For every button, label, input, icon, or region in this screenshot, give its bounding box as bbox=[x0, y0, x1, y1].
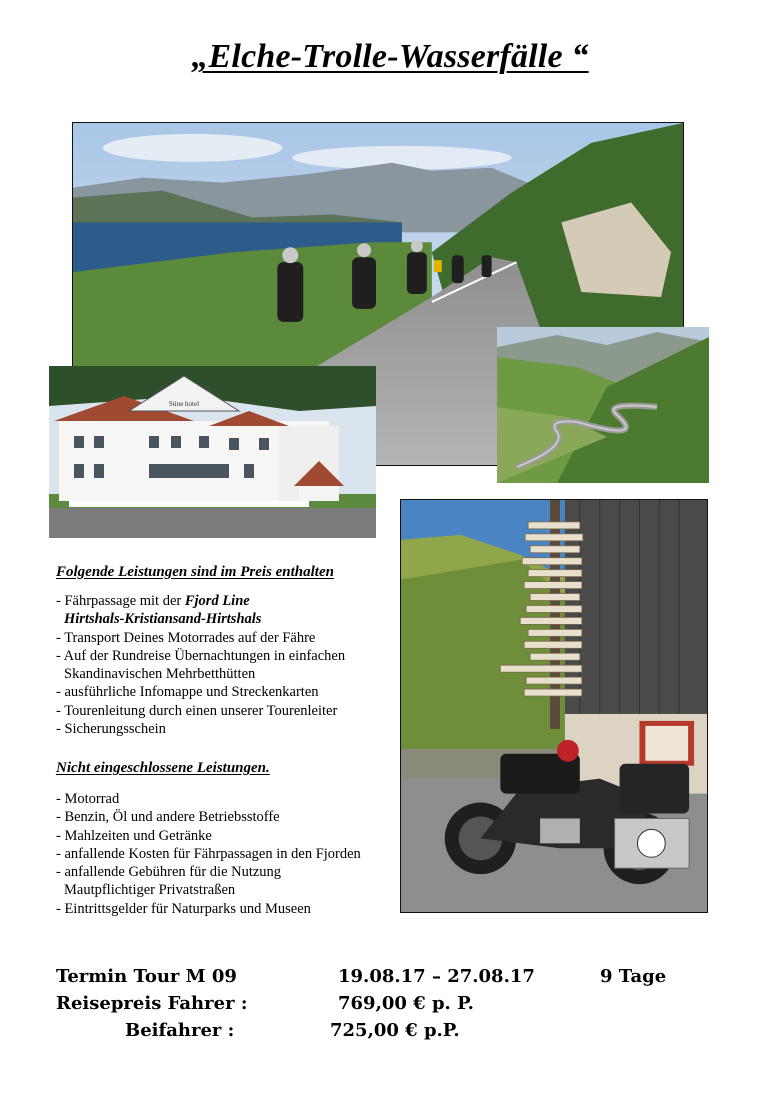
list-item: - Benzin, Öl und andere Betriebsstoffe bbox=[56, 809, 280, 826]
tour-dates: 19.08.17 – 27.08.17 bbox=[338, 966, 535, 987]
list-item: Mautpflichtiger Privatstraßen bbox=[64, 882, 236, 899]
tour-duration: 9 Tage bbox=[600, 966, 667, 987]
list-item: - Mahlzeiten und Getränke bbox=[56, 827, 212, 844]
hotel-photo bbox=[49, 366, 376, 538]
list-item bbox=[56, 592, 345, 610]
included-list bbox=[56, 592, 345, 738]
hotel-sign-text: Stine hotel bbox=[168, 400, 200, 408]
list-item: - Eintrittsgelder für Naturparks und Museen bbox=[56, 900, 311, 917]
excluded-heading: Nicht eingeschlossene Leistungen. bbox=[56, 760, 270, 776]
hairpin-road-photo bbox=[497, 327, 709, 483]
excluded-list bbox=[56, 790, 361, 918]
included-heading: Folgende Leistungen sind im Preis enthalten bbox=[56, 564, 334, 580]
list-item bbox=[56, 610, 345, 628]
ferry-prefix: - Fährpassage mit der bbox=[56, 593, 185, 609]
list-item: - Auf der Rundreise Übernachtungen in einfachen bbox=[56, 647, 346, 664]
signpost-motorcycle-photo bbox=[400, 499, 708, 913]
price-driver: 769,00 € p. P. bbox=[338, 993, 474, 1014]
page-title: „Elche-Trolle-Wasserfälle “ bbox=[191, 38, 589, 75]
list-item: - Sicherungsschein bbox=[56, 721, 166, 738]
list-item: - anfallende Kosten für Fährpassagen in den Fjorden bbox=[56, 845, 361, 862]
list-item: - anfallende Gebühren für die Nutzung bbox=[56, 864, 282, 881]
ferry-line: Fjord Line bbox=[184, 593, 250, 609]
price-passenger: 725,00 € p.P. bbox=[330, 1020, 460, 1041]
list-item: - ausführliche Infomappe und Streckenkarten bbox=[56, 684, 319, 701]
ferry-route: Hirtshals-Kristiansand-Hirtshals bbox=[64, 611, 262, 628]
price-passenger-label: Beifahrer : bbox=[125, 1020, 235, 1041]
price-driver-label: Reisepreis Fahrer : bbox=[56, 993, 248, 1014]
list-item: Skandinavischen Mehrbetthütten bbox=[64, 666, 256, 683]
list-item: - Tourenleitung durch einen unserer Tourenleiter bbox=[56, 702, 338, 719]
list-item: - Motorrad bbox=[56, 791, 120, 807]
termin-label: Termin Tour M 09 bbox=[56, 966, 237, 987]
list-item: - Transport Deines Motorrades auf der Fähre bbox=[56, 629, 316, 646]
